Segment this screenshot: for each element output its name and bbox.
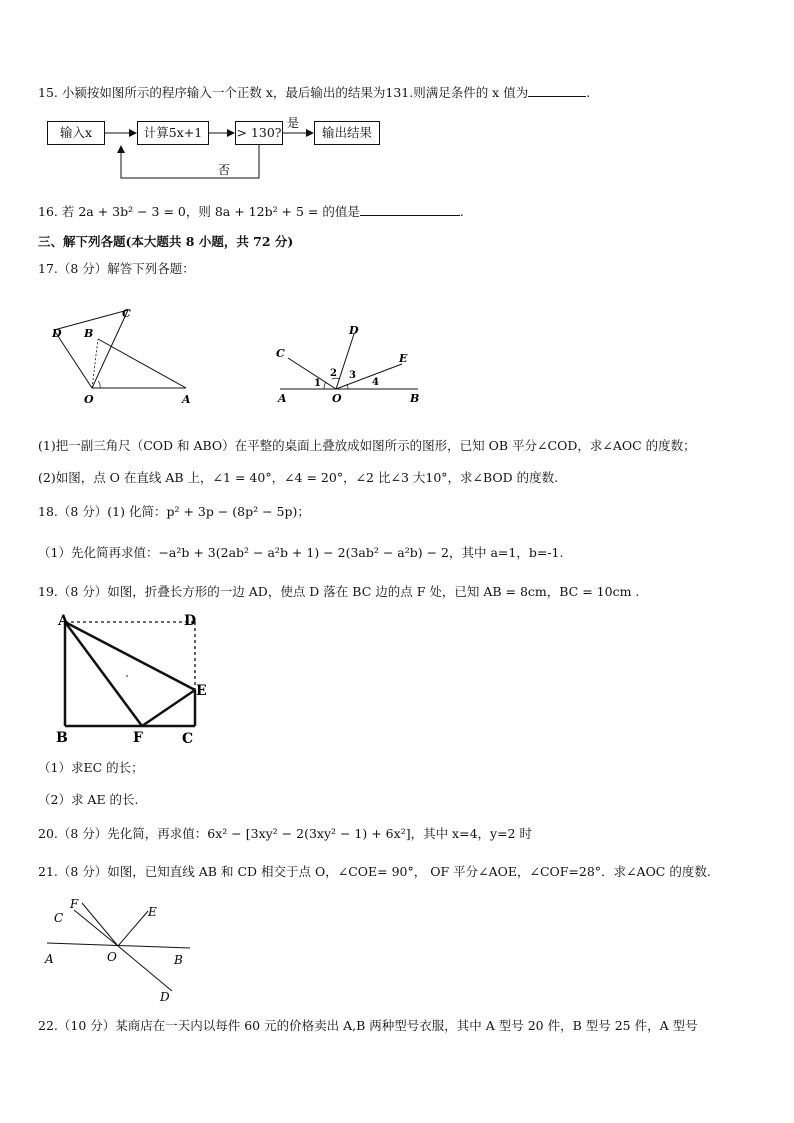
fig19-label-F: F [133,730,143,746]
fig21-label-B: B [174,953,183,967]
fig2-angle-4: 4 [372,377,379,388]
q16-text [38,203,464,220]
fig1-label-D: D [52,327,62,340]
fig1-label-O: O [84,393,94,406]
fig2-label-E: E [399,352,408,365]
fig2-label-A: A [278,392,287,405]
arrow-loop-back [121,145,259,178]
fig21-label-F: F [70,897,79,911]
flow-input-box: 输入x [47,121,105,145]
fig21-label-O: O [107,950,117,964]
fig21-label-A: A [45,952,54,966]
fig19-label-B: B [56,730,68,746]
q19-sub1: （1）求EC 的长； [38,760,144,775]
fig2-label-C: C [276,347,285,360]
q19-sub2: （2）求 AE 的长. [38,792,139,807]
q15-question: 15. 小颍按如图所示的程序输入一个正数 x，最后输出的结果为131.则满足条件的 x 值为 [38,85,529,100]
fig19-label-A: A [58,613,69,629]
section3-heading: 三、解下列各题(本大题共 8 小题，共 72 分) [38,234,294,249]
q16-end: . [459,204,464,219]
flow-compute-box: 计算5x+1 [137,121,209,145]
fig19-label-E: E [196,683,207,699]
q21-figure [40,895,200,1010]
flow-no-label: 否 [218,163,231,177]
fig19-label-C: C [182,731,194,747]
q17-part2: (2)如图，点 O 在直线 AB 上，∠1 = 40°，∠4 = 20°，∠2 比∠3 大10°，求∠BOD 的度数. [38,470,559,485]
fig2-angle-3: 3 [349,370,356,381]
fig1-label-C: C [122,307,131,320]
flow-yes-label: 是 [287,116,300,130]
flow-compare-box: > 130? [235,121,283,145]
fig2-angle-1: 1 [314,378,321,389]
fig21-label-C: C [54,911,64,925]
fig1-label-B: B [84,327,94,340]
q18-line2: （1）先化简再求值：−a²b + 3(2ab² − a²b + 1) − 2(3ab² − a²b) − 2，其中 a=1，b=-1. [38,545,564,560]
q18-line1: 18.（8 分）(1) 化简：p² + 3p − (8p² − 5p)； [38,504,310,519]
q21-text: 21.（8 分）如图，已知直线 AB 和 CD 相交于点 O，∠COE= 90°， OF 平分∠AOE，∠COF=28°．求∠AOC 的度数. [38,864,711,879]
fig1-label-A: A [182,393,191,406]
q22-text: 22.（10 分）某商店在一天内以每件 60 元的价格卖出 A,B 两种型号衣服，其中 A 型号 20 件，B 型号 25 件，A 型号 [38,1018,698,1033]
q20-text: 20.（8 分）先化简，再求值：6x² − [3xy² − 2(3xy² − 1) + 6x²]，其中 x=4，y=2 时 [38,826,532,841]
q16-question: 16. 若 2a + 3b² − 3 = 0，则 8a + 12b² + 5 = 的值是 [38,204,360,219]
fig2-label-B: B [410,392,420,405]
flow-arrows [0,0,794,200]
q16-answer-blank[interactable] [360,203,460,216]
fig19-label-D: D [184,613,197,629]
q17-figure-1 [40,295,200,410]
q17-title: 17.（8 分）解答下列各题： [38,261,195,276]
fig2-label-D: D [349,324,359,337]
fig21-label-D: D [160,990,170,1004]
fig2-label-O: O [332,392,342,405]
q19-figure [50,610,225,750]
q17-figure-2 [270,320,430,410]
flow-output-box: 输出结果 [314,121,380,145]
q15-end: . [586,85,591,100]
q19-text: 19.（8 分）如图，折叠长方形的一边 AD，使点 D 落在 BC 边的点 F 处，已知 AB = 8cm，BC = 10cm . [38,584,640,599]
fig21-label-E: E [148,905,157,919]
q17-part1: (1)把一副三角尺（COD 和 ABO）在平整的桌面上叠放成如图所示的图形，已知 OB 平分∠COD，求∠AOC 的度数； [38,438,696,453]
fig2-angle-2: 2 [330,368,337,379]
